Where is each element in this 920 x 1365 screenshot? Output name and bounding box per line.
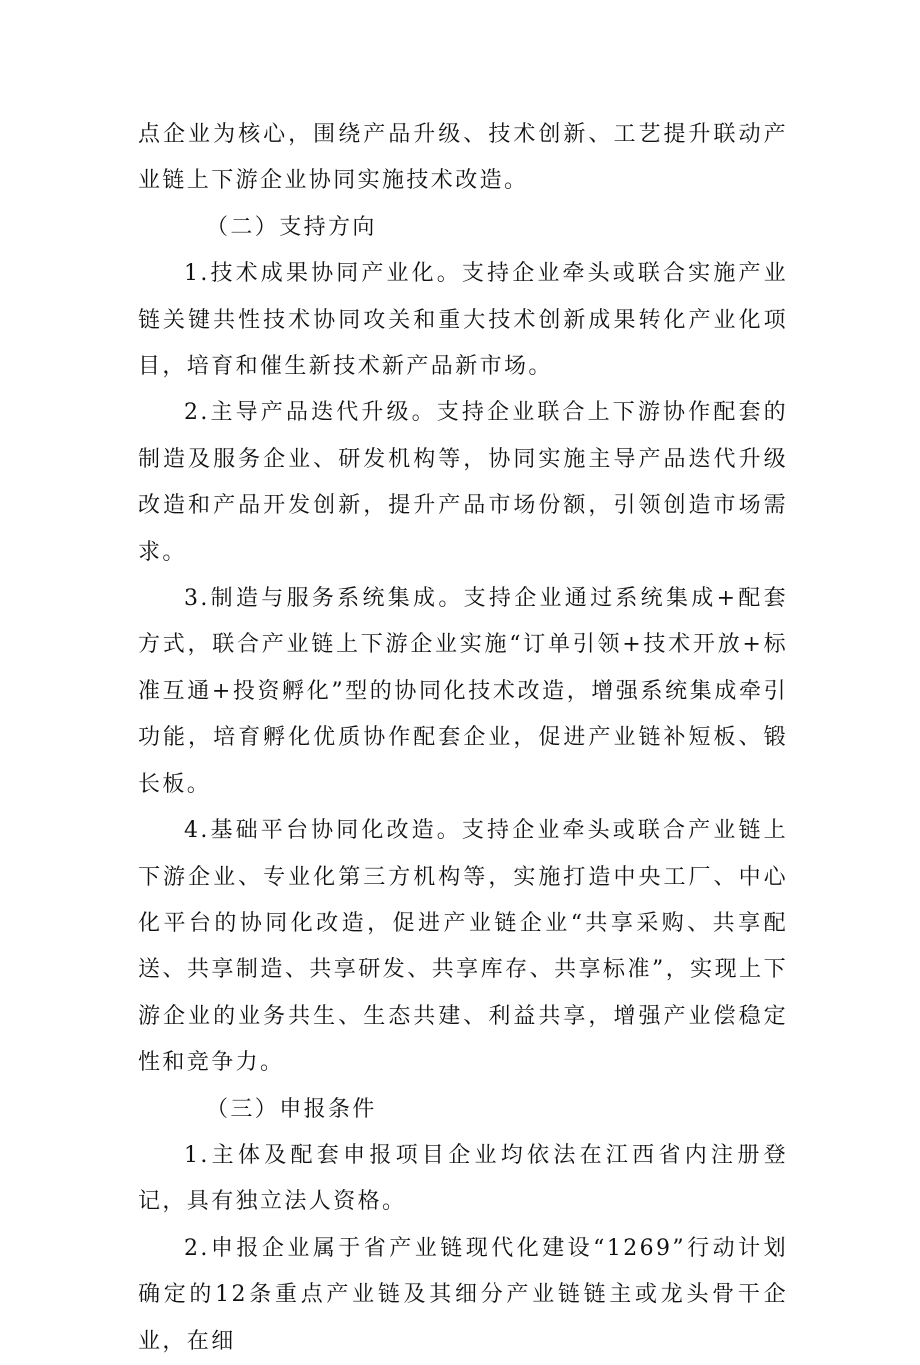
section-heading-conditions: （三）申报条件: [206, 1096, 377, 1122]
paragraph-condition-2: 2.申报企业属于省产业链现代化建设“1269”行动计划确定的12条重点产业链及其细分产业链链主或龙头骨干企业，在细: [138, 1235, 788, 1354]
paragraph-condition-1: 1.主体及配套申报项目企业均依法在江西省内注册登记，具有独立法人资格。: [138, 1142, 788, 1215]
document-body: [138, 112, 788, 1365]
section-heading-support-direction: （二）支持方向: [206, 214, 377, 240]
paragraph-support-4: 4.基础平台协同化改造。支持企业牵头或联合产业链上下游企业、专业化第三方机构等，实施打造中央工厂、中心化平台的协同化改造，促进产业链企业“共享采购、共享配送、共享制造、共享研发、共享库存、共享标准”，实现上下游企业的业务共生、生态共建、利益共享，增强产业偿稳定性和竞争力。: [138, 818, 788, 1076]
paragraph-continuation: 点企业为核心，围绕产品升级、技术创新、工艺提升联动产业链上下游企业协同实施技术改造。: [138, 122, 788, 194]
paragraph-support-1: 1.技术成果协同产业化。支持企业牵头或联合实施产业链关键共性技术协同攻关和重大技术创新成果转化产业化项目，培育和催生新技术新产品新市场。: [138, 261, 788, 380]
paragraph-support-2: 2.主导产品迭代升级。支持企业联合上下游协作配套的制造及服务企业、研发机构等，协同实施主导产品迭代升级改造和产品开发创新，提升产品市场份额，引领创造市场需求。: [138, 400, 788, 565]
paragraph-support-3: 3.制造与服务系统集成。支持企业通过系统集成+配套方式，联合产业链上下游企业实施“订单引领+技术开放+标准互通+投资孵化”型的协同化技术改造，增强系统集成牵引功能，培育孵化优质协作配套企业，促进产业链补短板、锻长板。: [138, 586, 788, 797]
